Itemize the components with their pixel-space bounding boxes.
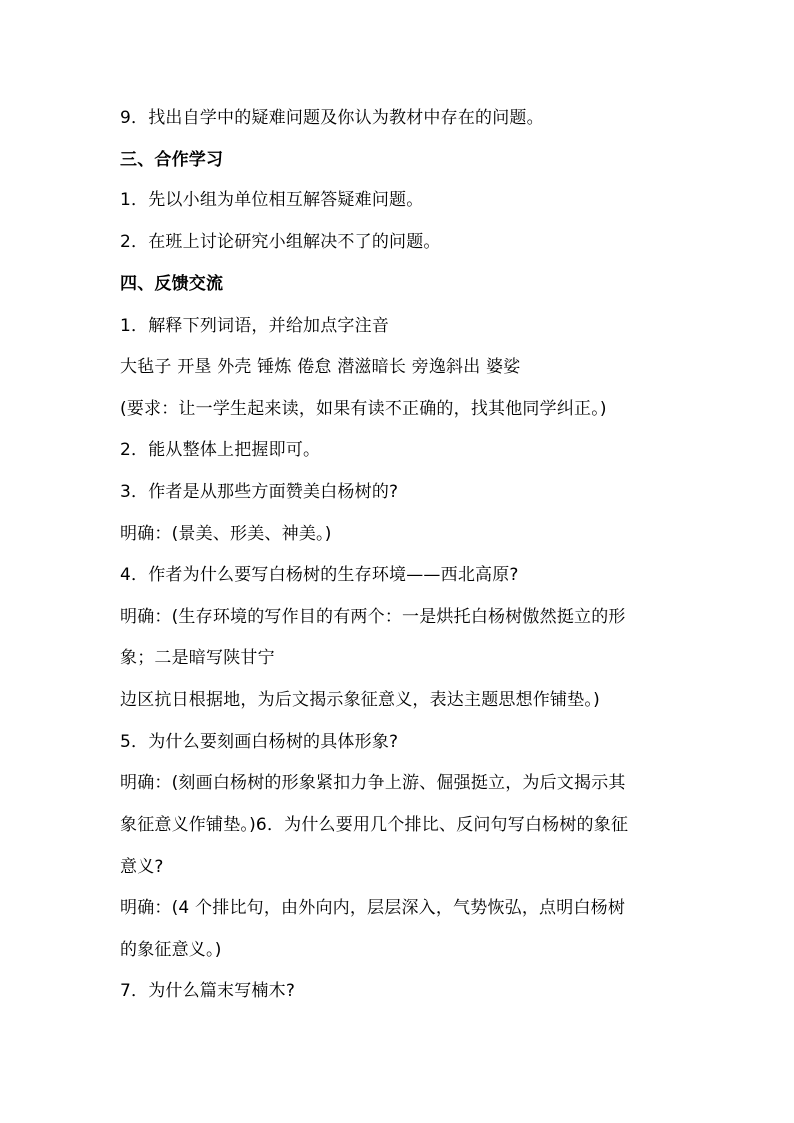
answer-4-line-1: 明确：(生存环境的写作目的有两个：一是烘托白杨树傲然挺立的形 — [120, 607, 626, 627]
section-heading-feedback: 四、反馈交流 — [120, 274, 224, 294]
question-6-line-2: 意义? — [120, 857, 164, 877]
answer-4-line-2: 象；二是暗写陕甘宁 — [120, 648, 275, 668]
requirement-note: (要求：让一学生起来读，如果有读不正确的，找其他同学纠正。) — [120, 399, 607, 419]
feedback-question-7: 7．为什么篇末写楠木? — [120, 981, 296, 1001]
feedback-question-5: 5．为什么要刻画白杨树的具体形象? — [120, 732, 399, 752]
answer-5-line-1: 明确：(刻画白杨树的形象紧扣力争上游、倔强挺立，为后文揭示其 — [120, 773, 626, 793]
answer-3: 明确：(景美、形美、神美。) — [120, 524, 332, 544]
cooperative-step-2: 2．在班上讨论研究小组解决不了的问题。 — [120, 232, 441, 252]
feedback-question-3: 3．作者是从那些方面赞美白杨树的? — [120, 482, 399, 502]
feedback-question-2: 2．能从整体上把握即可。 — [120, 440, 321, 460]
feedback-question-1: 1．解释下列词语，并给加点字注音 — [120, 316, 390, 336]
answer-5-line-2: 象征意义作铺垫。)6．为什么要用几个排比、反问句写白杨树的象征 — [120, 815, 629, 835]
cooperative-step-1: 1．先以小组为单位相互解答疑难问题。 — [120, 190, 424, 210]
answer-6-line-1: 明确：(4 个排比句，由外向内，层层深入，气势恢弘，点明白杨树 — [120, 898, 626, 918]
vocabulary-list: 大毡子 开垦 外壳 锤炼 倦怠 潜滋暗长 旁逸斜出 婆娑 — [120, 357, 521, 377]
question-9-text: 9．找出自学中的疑难问题及你认为教材中存在的问题。 — [120, 108, 544, 128]
answer-6-line-2: 的象征意义。) — [120, 940, 222, 960]
section-heading-cooperative-learning: 三、合作学习 — [120, 150, 224, 170]
feedback-question-4: 4．作者为什么要写白杨树的生存环境——西北高原? — [120, 565, 519, 585]
answer-4-line-3: 边区抗日根据地，为后文揭示象征意义，表达主题思想作铺垫。) — [120, 690, 600, 710]
